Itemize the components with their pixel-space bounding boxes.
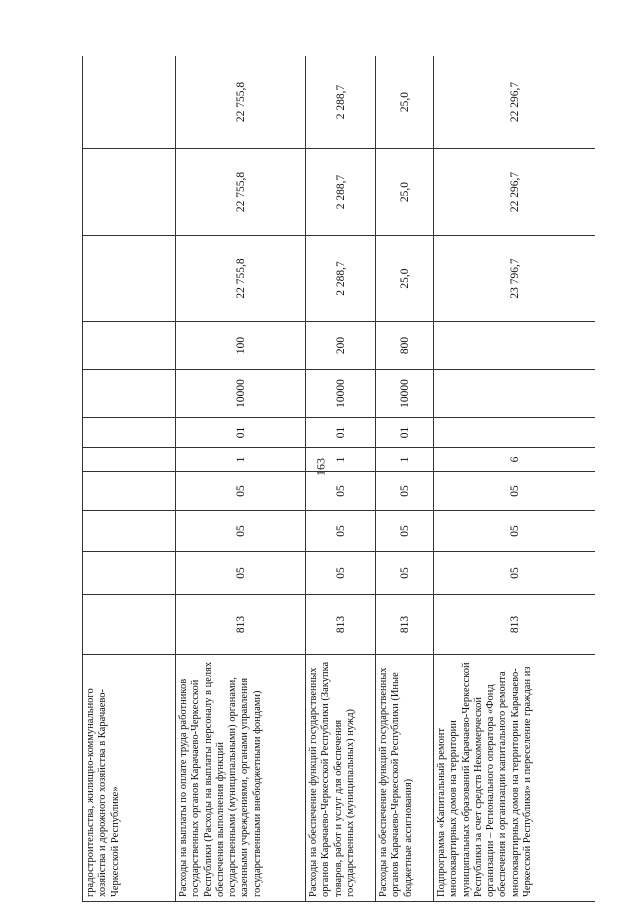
row-name: Расходы на выплаты по оплате труда работников государственных органов Карачаево-Черкесской Республики (Расходы на выплаты персоналу в целях обеспечения выполнения функций государственными (муниципальными) органами, казенными учреждениями, органами управления государственными внебюджетными фондами) bbox=[176, 655, 306, 902]
amount-1 bbox=[83, 236, 176, 322]
amount-3: 2 288,7 bbox=[306, 56, 376, 149]
subsection-code bbox=[83, 511, 176, 552]
admin-code: 813 bbox=[376, 595, 434, 655]
direction-code: 10000 bbox=[176, 370, 306, 418]
table-row bbox=[376, 56, 434, 902]
row-name: Подпрограмма «Капитальный ремонт многоквартирных домов на территории муниципальных образований Карачаево-Черкесской Республики за счет средств Некоммерческой организации – Регионального оператора «Фонд обеспечения и организации капитального ремонта многоквартирных домов на территории Карачаево-Черкесской Республики» и переселение граждан из bbox=[434, 655, 596, 902]
subprogram-code: 1 bbox=[306, 448, 376, 472]
admin-code bbox=[83, 595, 176, 655]
budget-table bbox=[82, 56, 595, 902]
admin-code: 813 bbox=[306, 595, 376, 655]
table-row bbox=[83, 56, 176, 902]
row-name: Расходы на обеспечение функций государственных органов Карачаево-Черкесской Республики (Иные бюджетные ассигнования) bbox=[376, 655, 434, 902]
subprogram-code: 1 bbox=[176, 448, 306, 472]
subprogram-code bbox=[83, 448, 176, 472]
event-code: 01 bbox=[306, 418, 376, 448]
event-code bbox=[434, 418, 596, 448]
program-code: 05 bbox=[376, 472, 434, 511]
amount-2: 2 288,7 bbox=[306, 149, 376, 236]
expense-type-code bbox=[434, 322, 596, 370]
amount-3: 22 296,7 bbox=[434, 56, 596, 149]
expense-type-code: 800 bbox=[376, 322, 434, 370]
program-code bbox=[83, 472, 176, 511]
amount-2: 22 296,7 bbox=[434, 149, 596, 236]
program-code: 05 bbox=[176, 472, 306, 511]
amount-3 bbox=[83, 56, 176, 149]
direction-code: 10000 bbox=[306, 370, 376, 418]
direction-code bbox=[83, 370, 176, 418]
table-row bbox=[434, 56, 596, 902]
table-row bbox=[176, 56, 306, 902]
budget-table-rotated bbox=[82, 56, 595, 902]
direction-code: 10000 bbox=[376, 370, 434, 418]
table-row bbox=[306, 56, 376, 902]
amount-1: 23 796,7 bbox=[434, 236, 596, 322]
subsection-code: 05 bbox=[306, 511, 376, 552]
amount-1: 2 288,7 bbox=[306, 236, 376, 322]
section-code bbox=[83, 552, 176, 595]
amount-3: 22 755,8 bbox=[176, 56, 306, 149]
section-code: 05 bbox=[376, 552, 434, 595]
page-number-text: 163 bbox=[313, 458, 328, 476]
subsection-code: 05 bbox=[376, 511, 434, 552]
section-code: 05 bbox=[306, 552, 376, 595]
event-code bbox=[83, 418, 176, 448]
admin-code: 813 bbox=[176, 595, 306, 655]
expense-type-code: 200 bbox=[306, 322, 376, 370]
amount-3: 25,0 bbox=[376, 56, 434, 149]
program-code: 05 bbox=[434, 472, 596, 511]
expense-type-code bbox=[83, 322, 176, 370]
admin-code: 813 bbox=[434, 595, 596, 655]
event-code: 01 bbox=[176, 418, 306, 448]
section-code: 05 bbox=[176, 552, 306, 595]
amount-2 bbox=[83, 149, 176, 236]
direction-code bbox=[434, 370, 596, 418]
event-code: 01 bbox=[376, 418, 434, 448]
amount-1: 25,0 bbox=[376, 236, 434, 322]
program-code: 05 bbox=[306, 472, 376, 511]
amount-2: 22 755,8 bbox=[176, 149, 306, 236]
row-name: Расходы на обеспечение функций государственных органов Карачаево-Черкесской Республики (Закупка товаров, работ и услуг для обеспечения государственных (муниципальных) нужд) bbox=[306, 655, 376, 902]
amount-2: 25,0 bbox=[376, 149, 434, 236]
row-name: градостроительства, жилищно-коммунального хозяйства и дорожного хозяйства в Карачаево-Черкесской Республике» bbox=[83, 655, 176, 902]
section-code: 05 bbox=[434, 552, 596, 595]
expense-type-code: 100 bbox=[176, 322, 306, 370]
subsection-code: 05 bbox=[434, 511, 596, 552]
subprogram-code: 6 bbox=[434, 448, 596, 472]
budget-table-sheet bbox=[82, 56, 595, 902]
subprogram-code: 1 bbox=[376, 448, 434, 472]
subsection-code: 05 bbox=[176, 511, 306, 552]
amount-1: 22 755,8 bbox=[176, 236, 306, 322]
